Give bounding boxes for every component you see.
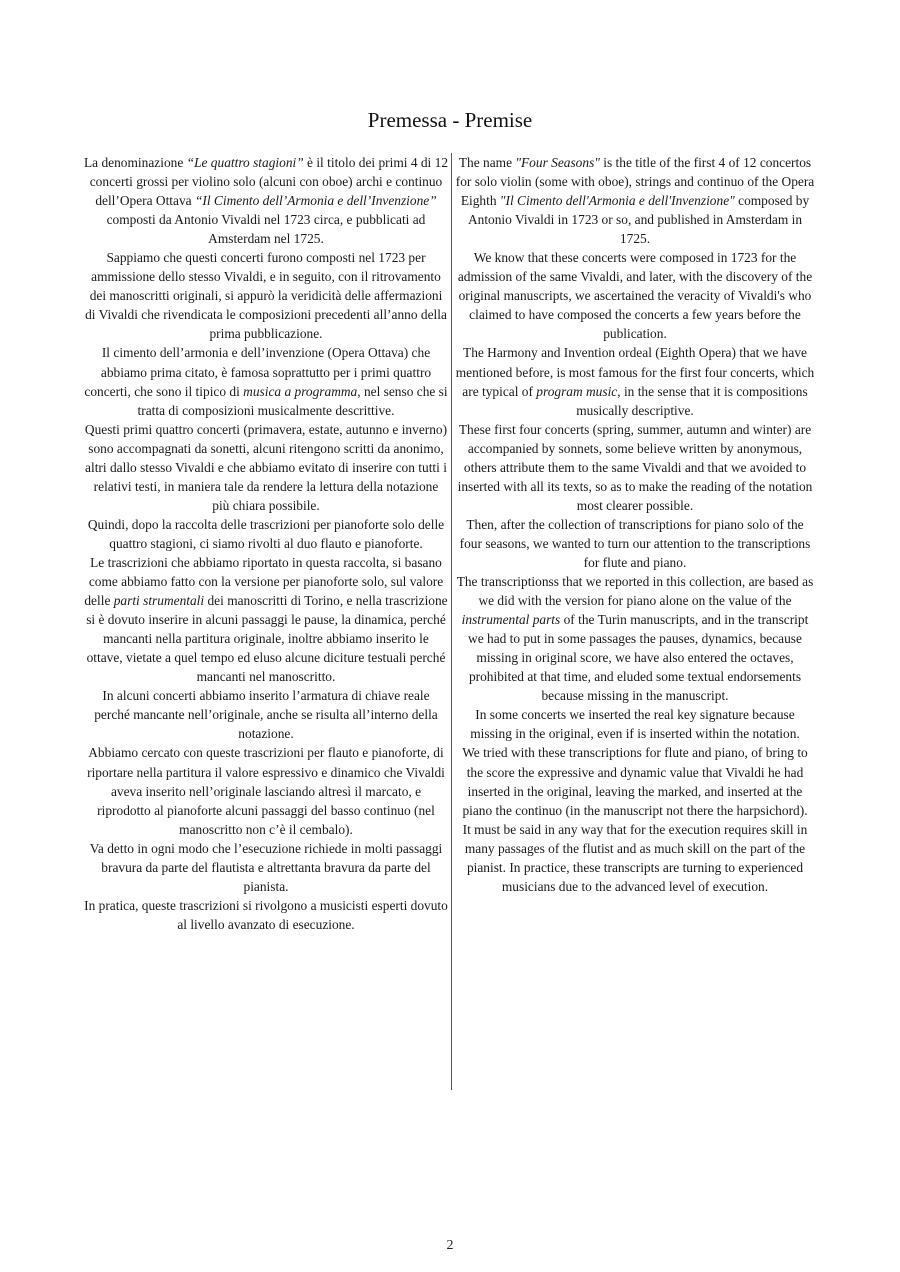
page-number: 2	[446, 1238, 454, 1253]
text-span: , nel senso che si tratta di composizioni musicalmente descrittive.	[137, 383, 448, 418]
text-span: The name	[458, 155, 516, 170]
english-paragraph-3	[454, 343, 816, 419]
english-paragraph-5: Then, after the collection of transcriptions for piano solo of the four seasons, we wanted to turn our attention to the transcriptions for flute and piano.	[459, 516, 811, 570]
page-title: Premessa - Premise	[367, 108, 533, 132]
column-divider	[451, 153, 452, 1090]
italic-opera-title: "Il Cimento dell'Armonia e dell'Invenzione"	[499, 193, 735, 209]
text-span: Le trascrizioni che abbiamo riportato in questa raccolta, si basano come abbiamo fatto con la versione per pianoforte solo, sul valore delle	[84, 554, 444, 609]
english-paragraph-9: It must be said in any way that for the execution requires skill in many passages of the flutist and as much skill on the part of the pianist. In practice, these transcripts are turning to experienced musicians due to the advanced level of execution.	[462, 821, 808, 894]
text-span: The Harmony and Invention ordeal (Eighth Opera) that we have mentioned before, is most famous for the first four concerts, which are typical of	[455, 345, 815, 399]
english-column	[454, 153, 816, 896]
text-span: is the title of the first 4 of 12 concertos for solo violin (some with oboe), strings and continuo of the Opera Eighth	[455, 155, 815, 209]
text-span: dei manoscritti di Torino, e nella trascrizione si è dovuto inserire in alcuni passaggi le pause, la dinamica, perché mancanti nella partitura originale, inoltre abbiamo inserito le ottave, vietate a quel tempo ed eluso alcune diciture testuali perché mancanti nel manoscritto.	[86, 593, 448, 685]
italian-paragraph-8: Abbiamo cercato con queste trascrizioni per flauto e pianoforte, di riportare nella partitura il valore espressivo e dinamico che Vivaldi aveva inserito nell’originale lasciando altresì il marcato, e riprodotto al pianoforte alcuni passaggi del basso continuo (nel manoscritto non c’è il cembalo).	[87, 745, 445, 837]
english-paragraph-1	[454, 153, 816, 248]
italian-paragraph-1	[84, 153, 448, 248]
english-paragraph-4: These first four concerts (spring, summer, autumn and winter) are accompanied by sonnets, some believe written by anonymous, others attribute them to the same Vivaldi and that we avoided to inserted with all its texts, so as to make the reading of the notation most clearer possible.	[457, 421, 813, 513]
text-span: composed by Antonio Vivaldi in 1723 or so, and published in Amsterdam in 1725.	[467, 193, 810, 247]
italian-paragraph-9: Va detto in ogni modo che l’esecuzione richiede in molti passaggi bravura da parte del flautista e altrettanta bravura da parte del pianista.	[89, 840, 443, 894]
italian-paragraph-5: Quindi, dopo la raccolta delle trascrizioni per pianoforte solo delle quattro stagioni, ci siamo rivolti al duo flauto e pianoforte.	[87, 516, 445, 551]
italic-opera-title: “Il Cimento dell’Armonia e dell’Invenzione”	[194, 193, 437, 209]
italian-paragraph-4: Questi primi quattro concerti (primavera, estate, autunno e inverno) sono accompagnati da sonetti, alcuni ritengono scritti da anonimo, altri dallo stesso Vivaldi e che abbiamo evitato di inserire con tutti i relativi testi, in maniera tale da rendere la lettura della notazione più chiara possibile.	[84, 421, 448, 513]
italic-term: musica a programma	[243, 383, 358, 399]
italian-paragraph-7: In alcuni concerti abbiamo inserito l’armatura di chiave reale perché mancante nell’originale, anche se risulta all’interno della notazione.	[94, 688, 438, 742]
italic-term: parti strumentali	[113, 593, 205, 609]
text-span: The transcriptionss that we reported in this collection, are based as we did with the version for piano alone on the value of the	[456, 574, 814, 609]
english-paragraph-7: In some concerts we inserted the real key signature because missing in the original, even if is inserted within the notation.	[470, 707, 800, 742]
english-paragraph-6	[454, 572, 816, 705]
english-paragraph-8: We tried with these transcriptions for flute and piano, of bring to the score the expressive and dynamic value that Vivaldi he had inserted in the original, leaving the marked, and inserted at the piano the continuo (in the manuscript not there the harpsichord).	[462, 745, 808, 818]
text-span: composti da Antonio Vivaldi nel 1723 circa, e pubblicati ad Amsterdam nel 1725.	[106, 212, 426, 247]
italian-paragraph-10: In pratica, queste trascrizioni si rivolgono a musicisti esperti dovuto al livello avanzato di esecuzione.	[84, 897, 448, 932]
italian-paragraph-6	[84, 553, 448, 686]
text-span: of the Turin manuscripts, and in the transcript we had to put in some passages the pauses, dynamics, because missing in original score, we have also entered the octaves, prohibited at that time, and eluded some textual endorsements because missing in the manuscript.	[468, 612, 809, 704]
text-span: è il titolo dei primi 4 di 12 concerti grossi per violino solo (alcuni con oboe) archi e continuo dell’Opera Ottava	[89, 155, 449, 209]
english-paragraph-2: We know that these concerts were composed in 1723 for the admission of the same Vivaldi, and later, with the discovery of the original manuscripts, we ascertained the veracity of Vivaldi's who claimed to have composed the concerts a few years before the publication.	[457, 250, 813, 342]
italian-column	[84, 153, 448, 934]
italian-paragraph-2: Sappiamo che questi concerti furono composti nel 1723 per ammissione dello stesso Vivaldi, e in seguito, con il ritrovamento dei manoscritti originali, si appurò la veridicità delle affermazioni di Vivaldi che rivendicata le composizioni precedenti all’anno della prima pubblicazione.	[85, 250, 447, 342]
italic-term: instrumental parts	[461, 612, 561, 628]
italian-paragraph-3	[84, 343, 448, 419]
text-span: , in the sense that it is compositions musically descriptive.	[576, 383, 808, 418]
text-span: La denominazione	[84, 155, 187, 170]
italic-title: “Le quattro stagioni”	[186, 155, 304, 170]
italic-term: program music	[536, 383, 618, 399]
text-span: Il cimento dell’armonia e dell’invenzione (Opera Ottava) che abbiamo prima citato, è famosa soprattutto per i primi quattro concerti, che sono il tipico di	[84, 345, 432, 399]
italic-title: "Four Seasons"	[515, 155, 600, 170]
